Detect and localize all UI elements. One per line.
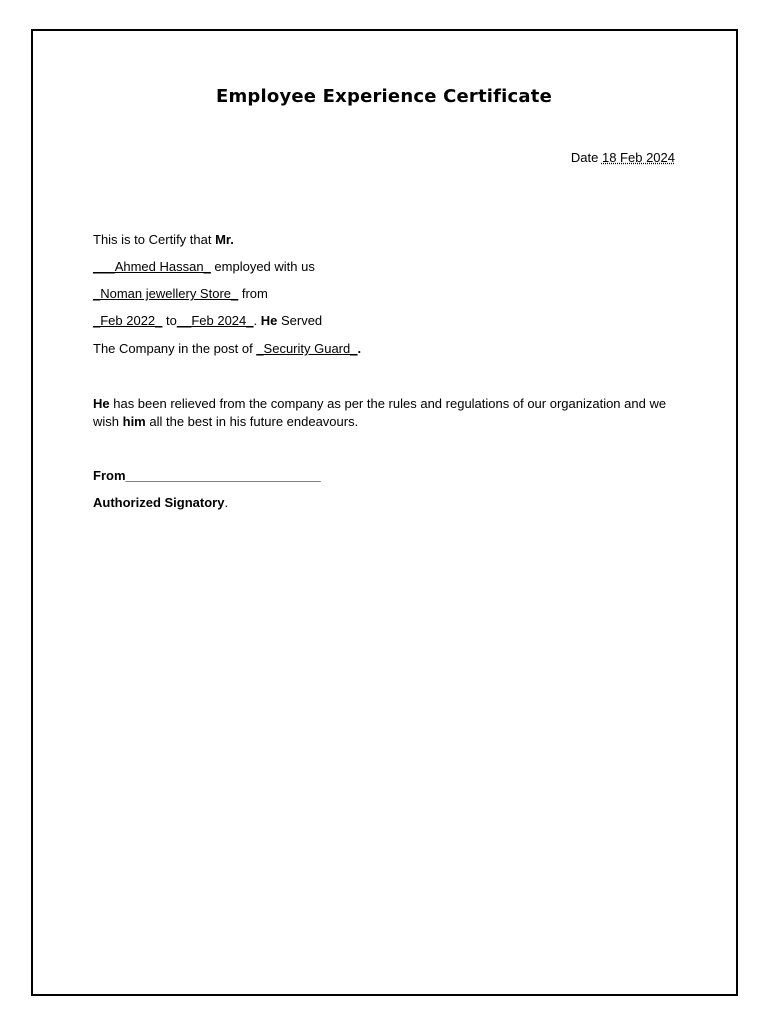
signatory-end: .	[224, 495, 229, 510]
paragraph-pronoun: He	[93, 396, 110, 411]
paragraph-text-2: all the best in his future endeavours.	[145, 414, 359, 429]
honorific: Mr.	[215, 232, 234, 247]
page-border	[31, 29, 738, 996]
post-field: _Security Guard_	[256, 341, 358, 356]
signatory-label: Authorized Signatory	[93, 495, 225, 510]
employed-text: employed with us	[210, 259, 315, 274]
paragraph-pronoun-2: him	[122, 414, 146, 429]
served-text: Served	[277, 313, 323, 328]
date-value: 18 Feb 2024	[601, 150, 675, 165]
certify-text: This is to Certify that	[93, 232, 216, 247]
paragraph-text-1: has been relieved from the company as per the rules and regulations of our organization and we wish	[93, 396, 667, 429]
end-date-field: __Feb 2024_	[176, 313, 254, 328]
period-line	[93, 312, 322, 330]
from-line	[93, 467, 321, 485]
post-text: The Company in the post of	[93, 341, 257, 356]
period-sep: .	[253, 313, 261, 328]
from-label: From	[93, 468, 126, 483]
from-blank: ___________________________	[125, 468, 321, 483]
post-line	[93, 340, 361, 358]
employee-line	[93, 258, 315, 276]
certify-line	[93, 231, 234, 249]
signatory-line	[93, 494, 228, 512]
relieved-paragraph	[93, 395, 683, 431]
date-label: Date	[570, 150, 599, 165]
company-line	[93, 285, 268, 303]
company-name-field: _Noman jewellery Store_	[93, 286, 239, 301]
date-line	[571, 150, 675, 165]
to-label: to	[162, 313, 177, 328]
document-title: Employee Experience Certificate	[215, 86, 552, 107]
post-end: .	[357, 341, 362, 356]
from-text: from	[238, 286, 268, 301]
start-date-field: _Feb 2022_	[93, 313, 163, 328]
pronoun-he: He	[260, 313, 278, 328]
employee-name-field: ___Ahmed Hassan_	[93, 259, 211, 274]
